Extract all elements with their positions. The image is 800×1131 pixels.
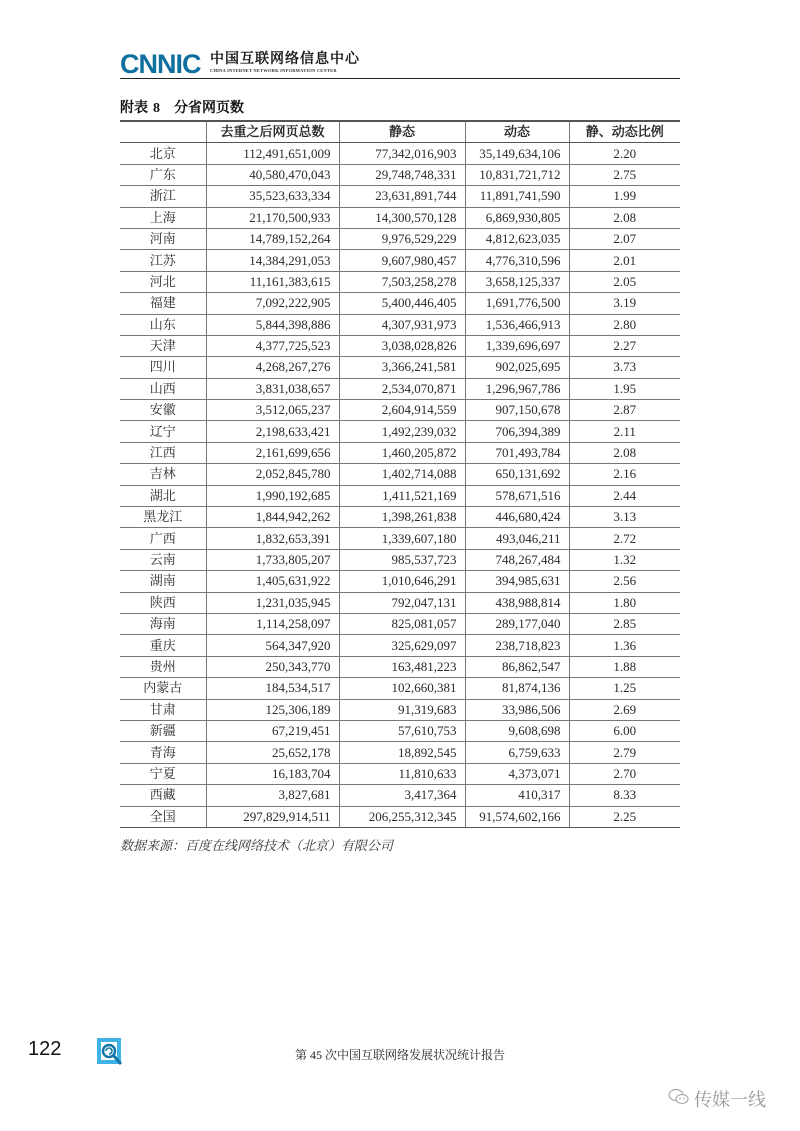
total-cell: 250,343,770 bbox=[206, 656, 339, 677]
table-row-total bbox=[120, 806, 680, 827]
column-header-ratio: 静、动态比例 bbox=[569, 121, 680, 143]
static-cell: 3,038,028,826 bbox=[339, 335, 465, 356]
dynamic-cell: 410,317 bbox=[465, 785, 569, 806]
ratio-cell: 1.80 bbox=[569, 592, 680, 613]
table-row bbox=[120, 400, 680, 421]
total-cell: 11,161,383,615 bbox=[206, 271, 339, 292]
table-row bbox=[120, 357, 680, 378]
header-divider bbox=[120, 78, 680, 79]
dynamic-cell: 4,812,623,035 bbox=[465, 228, 569, 249]
province-cell: 海南 bbox=[120, 613, 206, 634]
dynamic-cell: 91,574,602,166 bbox=[465, 806, 569, 827]
static-cell: 57,610,753 bbox=[339, 720, 465, 741]
ratio-cell: 2.72 bbox=[569, 528, 680, 549]
total-cell: 184,534,517 bbox=[206, 678, 339, 699]
dynamic-cell: 394,985,631 bbox=[465, 571, 569, 592]
table-row bbox=[120, 164, 680, 185]
table-row bbox=[120, 442, 680, 463]
dynamic-cell: 1,296,967,786 bbox=[465, 378, 569, 399]
table-row bbox=[120, 271, 680, 292]
dynamic-cell: 493,046,211 bbox=[465, 528, 569, 549]
table-row bbox=[120, 228, 680, 249]
province-cell: 上海 bbox=[120, 207, 206, 228]
dynamic-cell: 33,986,506 bbox=[465, 699, 569, 720]
total-cell: 14,384,291,053 bbox=[206, 250, 339, 271]
total-cell: 7,092,222,905 bbox=[206, 293, 339, 314]
table-row bbox=[120, 314, 680, 335]
province-cell: 黑龙江 bbox=[120, 507, 206, 528]
dynamic-cell: 238,718,823 bbox=[465, 635, 569, 656]
total-cell: 25,652,178 bbox=[206, 742, 339, 763]
province-cell: 青海 bbox=[120, 742, 206, 763]
total-cell: 112,491,651,009 bbox=[206, 143, 339, 164]
watermark bbox=[668, 1086, 766, 1112]
ratio-cell: 2.11 bbox=[569, 421, 680, 442]
dynamic-cell: 4,776,310,596 bbox=[465, 250, 569, 271]
ratio-cell: 2.70 bbox=[569, 763, 680, 784]
total-cell: 3,831,038,657 bbox=[206, 378, 339, 399]
ratio-cell: 2.85 bbox=[569, 613, 680, 634]
ratio-cell: 2.79 bbox=[569, 742, 680, 763]
table-row bbox=[120, 549, 680, 570]
ratio-cell: 2.25 bbox=[569, 806, 680, 827]
ratio-cell: 3.19 bbox=[569, 293, 680, 314]
dynamic-cell: 10,831,721,712 bbox=[465, 164, 569, 185]
ratio-cell: 2.01 bbox=[569, 250, 680, 271]
province-cell: 江苏 bbox=[120, 250, 206, 271]
province-cell: 贵州 bbox=[120, 656, 206, 677]
province-cell: 重庆 bbox=[120, 635, 206, 656]
dynamic-cell: 907,150,678 bbox=[465, 400, 569, 421]
page-number: 122 bbox=[28, 1038, 62, 1060]
static-cell: 5,400,446,405 bbox=[339, 293, 465, 314]
ratio-cell: 1.88 bbox=[569, 656, 680, 677]
province-cell: 宁夏 bbox=[120, 763, 206, 784]
province-cell: 山东 bbox=[120, 314, 206, 335]
cnnic-logo: CNNIC bbox=[120, 49, 201, 79]
ratio-cell: 3.73 bbox=[569, 357, 680, 378]
data-source-note: 数据来源：百度在线网络技术（北京）有限公司 bbox=[120, 838, 394, 853]
total-cell: 1,733,805,207 bbox=[206, 549, 339, 570]
watermark-text: 传媒一线 bbox=[694, 1090, 766, 1111]
province-cell: 内蒙古 bbox=[120, 678, 206, 699]
static-cell: 2,604,914,559 bbox=[339, 400, 465, 421]
province-cell: 西藏 bbox=[120, 785, 206, 806]
ratio-cell: 1.25 bbox=[569, 678, 680, 699]
ratio-cell: 2.05 bbox=[569, 271, 680, 292]
ratio-cell: 2.08 bbox=[569, 442, 680, 463]
static-cell: 1,402,714,088 bbox=[339, 464, 465, 485]
ratio-cell: 2.20 bbox=[569, 143, 680, 164]
column-header-static: 静态 bbox=[339, 121, 465, 143]
dynamic-cell: 446,680,424 bbox=[465, 507, 569, 528]
dynamic-cell: 81,874,136 bbox=[465, 678, 569, 699]
table-row bbox=[120, 507, 680, 528]
total-cell: 1,114,258,097 bbox=[206, 613, 339, 634]
table-row bbox=[120, 763, 680, 784]
static-cell: 2,534,070,871 bbox=[339, 378, 465, 399]
ratio-cell: 1.32 bbox=[569, 549, 680, 570]
dynamic-cell: 86,862,547 bbox=[465, 656, 569, 677]
table-row bbox=[120, 678, 680, 699]
total-cell: 1,844,942,262 bbox=[206, 507, 339, 528]
dynamic-cell: 6,869,930,805 bbox=[465, 207, 569, 228]
table-row bbox=[120, 592, 680, 613]
table-row bbox=[120, 571, 680, 592]
total-cell: 1,405,631,922 bbox=[206, 571, 339, 592]
province-cell: 辽宁 bbox=[120, 421, 206, 442]
dynamic-cell: 289,177,040 bbox=[465, 613, 569, 634]
table-row bbox=[120, 207, 680, 228]
total-cell: 21,170,500,933 bbox=[206, 207, 339, 228]
ratio-cell: 2.69 bbox=[569, 699, 680, 720]
static-cell: 3,417,364 bbox=[339, 785, 465, 806]
dynamic-cell: 4,373,071 bbox=[465, 763, 569, 784]
table-row bbox=[120, 720, 680, 741]
static-cell: 102,660,381 bbox=[339, 678, 465, 699]
org-name-en: CHINA INTERNET NETWORK INFORMATION CENTER bbox=[210, 68, 337, 73]
static-cell: 14,300,570,128 bbox=[339, 207, 465, 228]
static-cell: 29,748,748,331 bbox=[339, 164, 465, 185]
province-cell: 北京 bbox=[120, 143, 206, 164]
province-cell: 全国 bbox=[120, 806, 206, 827]
dynamic-cell: 1,536,466,913 bbox=[465, 314, 569, 335]
total-cell: 2,052,845,780 bbox=[206, 464, 339, 485]
column-header-dynamic: 动态 bbox=[465, 121, 569, 143]
static-cell: 792,047,131 bbox=[339, 592, 465, 613]
table-row bbox=[120, 421, 680, 442]
column-header-province bbox=[120, 121, 206, 143]
total-cell: 16,183,704 bbox=[206, 763, 339, 784]
wechat-icon bbox=[668, 1088, 690, 1111]
table-title-prefix: 附表 bbox=[120, 101, 148, 116]
static-cell: 206,255,312,345 bbox=[339, 806, 465, 827]
ratio-cell: 2.56 bbox=[569, 571, 680, 592]
total-cell: 67,219,451 bbox=[206, 720, 339, 741]
ratio-cell: 2.16 bbox=[569, 464, 680, 485]
static-cell: 1,460,205,872 bbox=[339, 442, 465, 463]
ratio-cell: 2.87 bbox=[569, 400, 680, 421]
dynamic-cell: 706,394,389 bbox=[465, 421, 569, 442]
table-row bbox=[120, 186, 680, 207]
static-cell: 11,810,633 bbox=[339, 763, 465, 784]
dynamic-cell: 902,025,695 bbox=[465, 357, 569, 378]
static-cell: 9,976,529,229 bbox=[339, 228, 465, 249]
table-row bbox=[120, 613, 680, 634]
total-cell: 297,829,914,511 bbox=[206, 806, 339, 827]
ratio-cell: 2.07 bbox=[569, 228, 680, 249]
total-cell: 3,827,681 bbox=[206, 785, 339, 806]
province-cell: 福建 bbox=[120, 293, 206, 314]
table-row bbox=[120, 656, 680, 677]
dynamic-cell: 9,608,698 bbox=[465, 720, 569, 741]
org-name-cn: 中国互联网络信息中心 bbox=[210, 52, 360, 67]
province-cell: 广东 bbox=[120, 164, 206, 185]
static-cell: 77,342,016,903 bbox=[339, 143, 465, 164]
static-cell: 325,629,097 bbox=[339, 635, 465, 656]
province-cell: 云南 bbox=[120, 549, 206, 570]
table-title bbox=[120, 97, 244, 117]
static-cell: 1,398,261,838 bbox=[339, 507, 465, 528]
province-webpage-table bbox=[120, 120, 680, 828]
province-cell: 四川 bbox=[120, 357, 206, 378]
table-row bbox=[120, 464, 680, 485]
total-cell: 564,347,920 bbox=[206, 635, 339, 656]
total-cell: 125,306,189 bbox=[206, 699, 339, 720]
dynamic-cell: 6,759,633 bbox=[465, 742, 569, 763]
province-cell: 甘肃 bbox=[120, 699, 206, 720]
ratio-cell: 1.36 bbox=[569, 635, 680, 656]
province-cell: 广西 bbox=[120, 528, 206, 549]
table-row bbox=[120, 635, 680, 656]
province-cell: 湖北 bbox=[120, 485, 206, 506]
dynamic-cell: 1,339,696,697 bbox=[465, 335, 569, 356]
static-cell: 163,481,223 bbox=[339, 656, 465, 677]
static-cell: 7,503,258,278 bbox=[339, 271, 465, 292]
province-cell: 江西 bbox=[120, 442, 206, 463]
total-cell: 5,844,398,886 bbox=[206, 314, 339, 335]
static-cell: 1,492,239,032 bbox=[339, 421, 465, 442]
province-cell: 陕西 bbox=[120, 592, 206, 613]
table-row bbox=[120, 528, 680, 549]
table-row bbox=[120, 485, 680, 506]
table-title-number: 8 bbox=[153, 101, 160, 116]
province-cell: 新疆 bbox=[120, 720, 206, 741]
province-cell: 安徽 bbox=[120, 400, 206, 421]
table-row bbox=[120, 250, 680, 271]
total-cell: 3,512,065,237 bbox=[206, 400, 339, 421]
table-row bbox=[120, 785, 680, 806]
table-row bbox=[120, 143, 680, 164]
page-header bbox=[120, 50, 680, 78]
total-cell: 40,580,470,043 bbox=[206, 164, 339, 185]
static-cell: 825,081,057 bbox=[339, 613, 465, 634]
table-row bbox=[120, 293, 680, 314]
static-cell: 4,307,931,973 bbox=[339, 314, 465, 335]
ratio-cell: 1.99 bbox=[569, 186, 680, 207]
table-header-row bbox=[120, 121, 680, 143]
static-cell: 23,631,891,744 bbox=[339, 186, 465, 207]
province-cell: 浙江 bbox=[120, 186, 206, 207]
province-cell: 湖南 bbox=[120, 571, 206, 592]
ratio-cell: 2.08 bbox=[569, 207, 680, 228]
static-cell: 1,010,646,291 bbox=[339, 571, 465, 592]
dynamic-cell: 701,493,784 bbox=[465, 442, 569, 463]
total-cell: 1,231,035,945 bbox=[206, 592, 339, 613]
total-cell: 1,832,653,391 bbox=[206, 528, 339, 549]
static-cell: 1,339,607,180 bbox=[339, 528, 465, 549]
column-header-total: 去重之后网页总数 bbox=[206, 121, 339, 143]
static-cell: 91,319,683 bbox=[339, 699, 465, 720]
static-cell: 9,607,980,457 bbox=[339, 250, 465, 271]
total-cell: 1,990,192,685 bbox=[206, 485, 339, 506]
table-row bbox=[120, 699, 680, 720]
dynamic-cell: 35,149,634,106 bbox=[465, 143, 569, 164]
ratio-cell: 6.00 bbox=[569, 720, 680, 741]
dynamic-cell: 438,988,814 bbox=[465, 592, 569, 613]
ratio-cell: 2.80 bbox=[569, 314, 680, 335]
total-cell: 14,789,152,264 bbox=[206, 228, 339, 249]
total-cell: 4,377,725,523 bbox=[206, 335, 339, 356]
report-title: 第 45 次中国互联网络发展状况统计报告 bbox=[294, 1048, 505, 1062]
table-title-text: 分省网页数 bbox=[174, 101, 244, 116]
dynamic-cell: 578,671,516 bbox=[465, 485, 569, 506]
static-cell: 1,411,521,169 bbox=[339, 485, 465, 506]
province-cell: 天津 bbox=[120, 335, 206, 356]
table-row bbox=[120, 335, 680, 356]
province-cell: 山西 bbox=[120, 378, 206, 399]
ratio-cell: 2.27 bbox=[569, 335, 680, 356]
province-cell: 河南 bbox=[120, 228, 206, 249]
province-cell: 吉林 bbox=[120, 464, 206, 485]
province-cell: 河北 bbox=[120, 271, 206, 292]
static-cell: 3,366,241,581 bbox=[339, 357, 465, 378]
ratio-cell: 2.75 bbox=[569, 164, 680, 185]
total-cell: 35,523,633,334 bbox=[206, 186, 339, 207]
ratio-cell: 3.13 bbox=[569, 507, 680, 528]
table-row bbox=[120, 742, 680, 763]
ratio-cell: 1.95 bbox=[569, 378, 680, 399]
dynamic-cell: 650,131,692 bbox=[465, 464, 569, 485]
dynamic-cell: 11,891,741,590 bbox=[465, 186, 569, 207]
table-row bbox=[120, 378, 680, 399]
table-body bbox=[120, 143, 680, 828]
static-cell: 985,537,723 bbox=[339, 549, 465, 570]
static-cell: 18,892,545 bbox=[339, 742, 465, 763]
total-cell: 2,161,699,656 bbox=[206, 442, 339, 463]
dynamic-cell: 1,691,776,500 bbox=[465, 293, 569, 314]
dynamic-cell: 3,658,125,337 bbox=[465, 271, 569, 292]
dynamic-cell: 748,267,484 bbox=[465, 549, 569, 570]
ratio-cell: 2.44 bbox=[569, 485, 680, 506]
total-cell: 4,268,267,276 bbox=[206, 357, 339, 378]
ratio-cell: 8.33 bbox=[569, 785, 680, 806]
total-cell: 2,198,633,421 bbox=[206, 421, 339, 442]
